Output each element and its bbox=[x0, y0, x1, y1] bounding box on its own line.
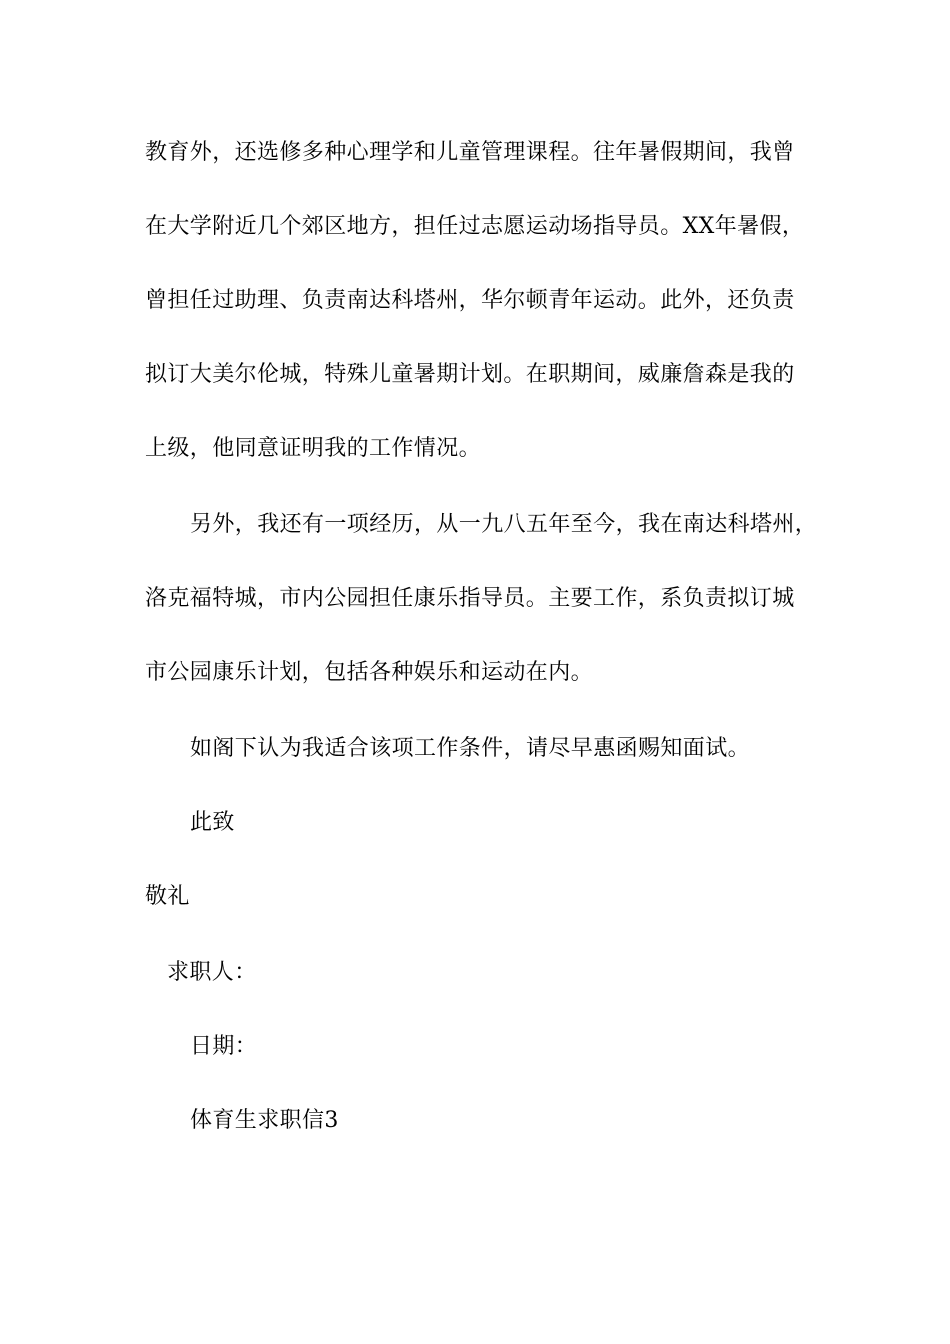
body-line-1: 教育外，还选修多种心理学和儿童管理课程。往年暑假期间，我曾 bbox=[145, 140, 795, 165]
body-line-4: 拟订大美尔伦城，特殊儿童暑期计划。在职期间，威廉詹森是我的 bbox=[145, 362, 795, 387]
body-line-3: 曾担任过助理、负责南达科塔州，华尔顿青年运动。此外，还负责 bbox=[145, 288, 795, 313]
body-line-8: 市公园康乐计划，包括各种娱乐和运动在内。 bbox=[145, 660, 594, 685]
body-line-5: 上级，他同意证明我的工作情况。 bbox=[145, 436, 482, 461]
salutation-cizhi: 此致 bbox=[190, 810, 235, 835]
body-line-6: 另外，我还有一项经历，从一九八五年至今，我在南达科塔州， bbox=[190, 512, 818, 537]
section-heading: 体育生求职信3 bbox=[190, 1108, 339, 1133]
closing-request: 如阁下认为我适合该项工作条件，请尽早惠函赐知面试。 bbox=[190, 736, 751, 761]
body-line-2: 在大学附近几个郊区地方，担任过志愿运动场指导员。XX年暑假， bbox=[145, 214, 805, 239]
body-line-7: 洛克福特城，市内公园担任康乐指导员。主要工作，系负责拟订城 bbox=[145, 586, 795, 611]
date-label: 日期： bbox=[190, 1034, 258, 1059]
salutation-jingli: 敬礼 bbox=[145, 884, 190, 909]
applicant-label: 求职人： bbox=[167, 960, 257, 985]
